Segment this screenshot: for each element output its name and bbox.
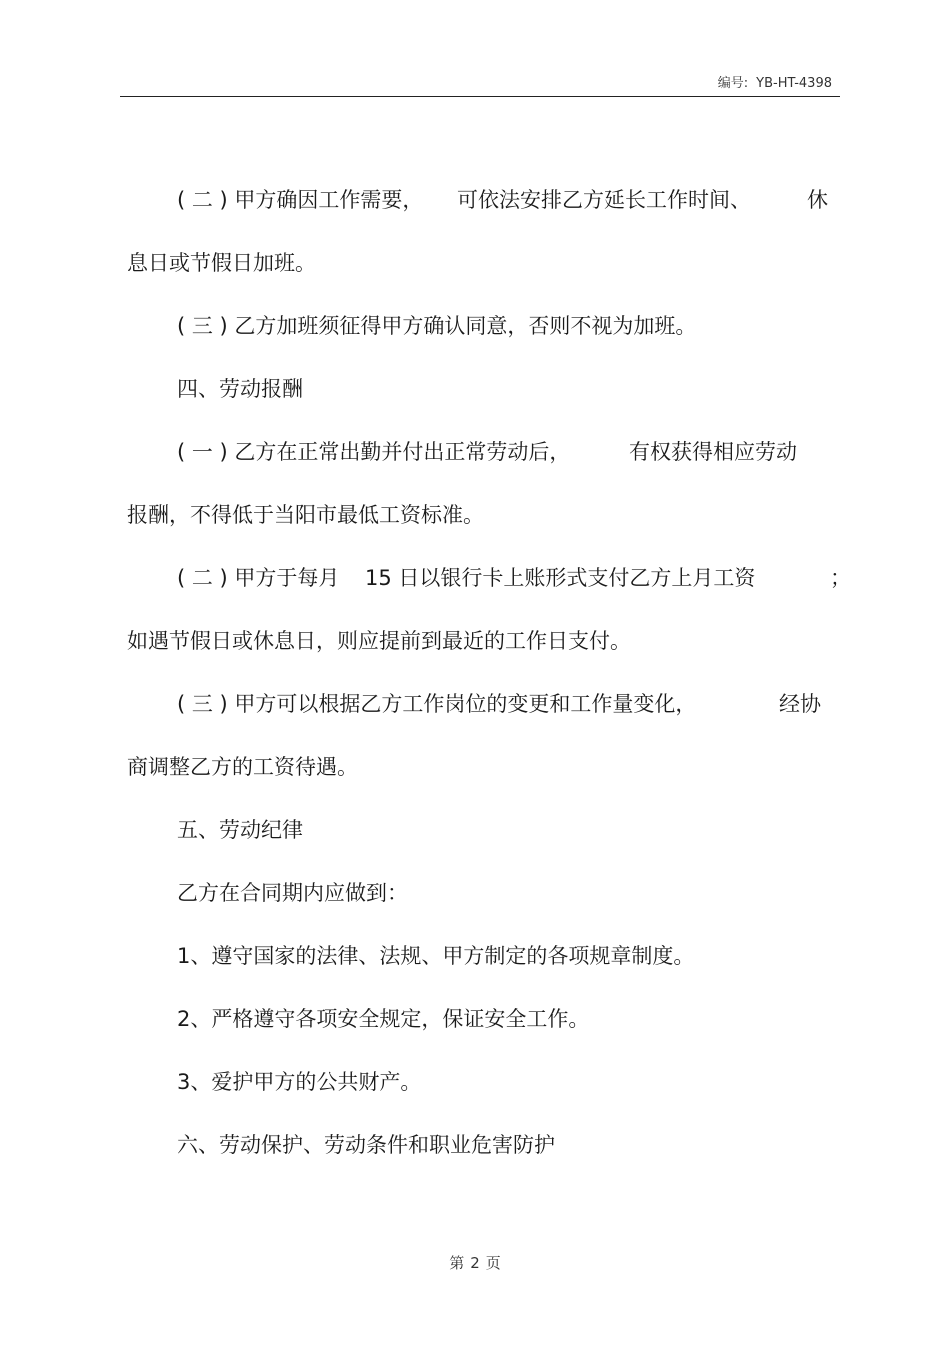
- paragraph-line: [127, 306, 843, 369]
- paragraph-line: [127, 747, 843, 810]
- text-segment: 商调整乙方的工资待遇。: [127, 755, 358, 779]
- text-segment: 1、遵守国家的法律、法规、甲方制定的各项规章制度。: [177, 944, 695, 968]
- text-segment: 经协: [779, 692, 821, 716]
- text-segment: 六、劳动保护、劳动条件和职业危害防护: [177, 1133, 555, 1157]
- page-header: [120, 68, 840, 97]
- paragraph-line: [127, 558, 851, 621]
- paragraph-line: [127, 873, 843, 936]
- paragraph-line: [127, 621, 843, 684]
- text-segment: ( 二 ) 甲方确因工作需要，: [177, 188, 424, 212]
- paragraph-line: [127, 180, 843, 243]
- text-segment: 2、严格遵守各项安全规定，保证安全工作。: [177, 1007, 590, 1031]
- document-number-label: 编号:: [717, 76, 749, 91]
- text-segment: ( 一 ) 乙方在正常出勤并付出正常劳动后，: [177, 440, 571, 464]
- page-footer: [0, 1252, 950, 1273]
- paragraph-line: [127, 684, 843, 747]
- paragraph-line: [127, 495, 843, 558]
- paragraph-line: [127, 243, 843, 306]
- page-number: 2: [470, 1254, 480, 1272]
- text-segment: 如遇节假日或休息日，则应提前到最近的工作日支付。: [127, 629, 631, 653]
- document-body: [127, 180, 851, 1188]
- page-number-suffix: 页: [485, 1254, 501, 1272]
- section-heading: [127, 1125, 843, 1188]
- section-heading: [127, 810, 843, 873]
- text-segment: ( 三 ) 甲方可以根据乙方工作岗位的变更和工作量变化，: [177, 692, 697, 716]
- text-segment: ( 三 ) 乙方加班须征得甲方确认同意，否则不视为加班。: [177, 314, 697, 338]
- text-segment: 休: [807, 188, 828, 212]
- text-segment: ；: [830, 566, 851, 590]
- paragraph-line: [127, 432, 843, 495]
- text-segment: 有权获得相应劳动: [629, 440, 797, 464]
- section-heading: [127, 369, 843, 432]
- text-segment: ( 二 ) 甲方于每月: [177, 566, 340, 590]
- text-segment: 15 日以银行卡上账形式支付乙方上月工资: [365, 566, 756, 590]
- text-segment: 乙方在合同期内应做到：: [177, 881, 408, 905]
- text-segment: 可依法安排乙方延长工作时间、: [457, 188, 751, 212]
- list-item: [127, 999, 843, 1062]
- document-number: [718, 72, 832, 91]
- text-segment: 3、爱护甲方的公共财产。: [177, 1070, 422, 1094]
- page-number-prefix: 第: [449, 1254, 465, 1272]
- list-item: [127, 936, 843, 999]
- text-segment: 四、劳动报酬: [177, 377, 303, 401]
- document-number-value: YB-HT-4398: [756, 76, 832, 91]
- text-segment: 五、劳动纪律: [177, 818, 303, 842]
- text-segment: 报酬，不得低于当阳市最低工资标准。: [127, 503, 484, 527]
- text-segment: 息日或节假日加班。: [127, 251, 316, 275]
- list-item: [127, 1062, 843, 1125]
